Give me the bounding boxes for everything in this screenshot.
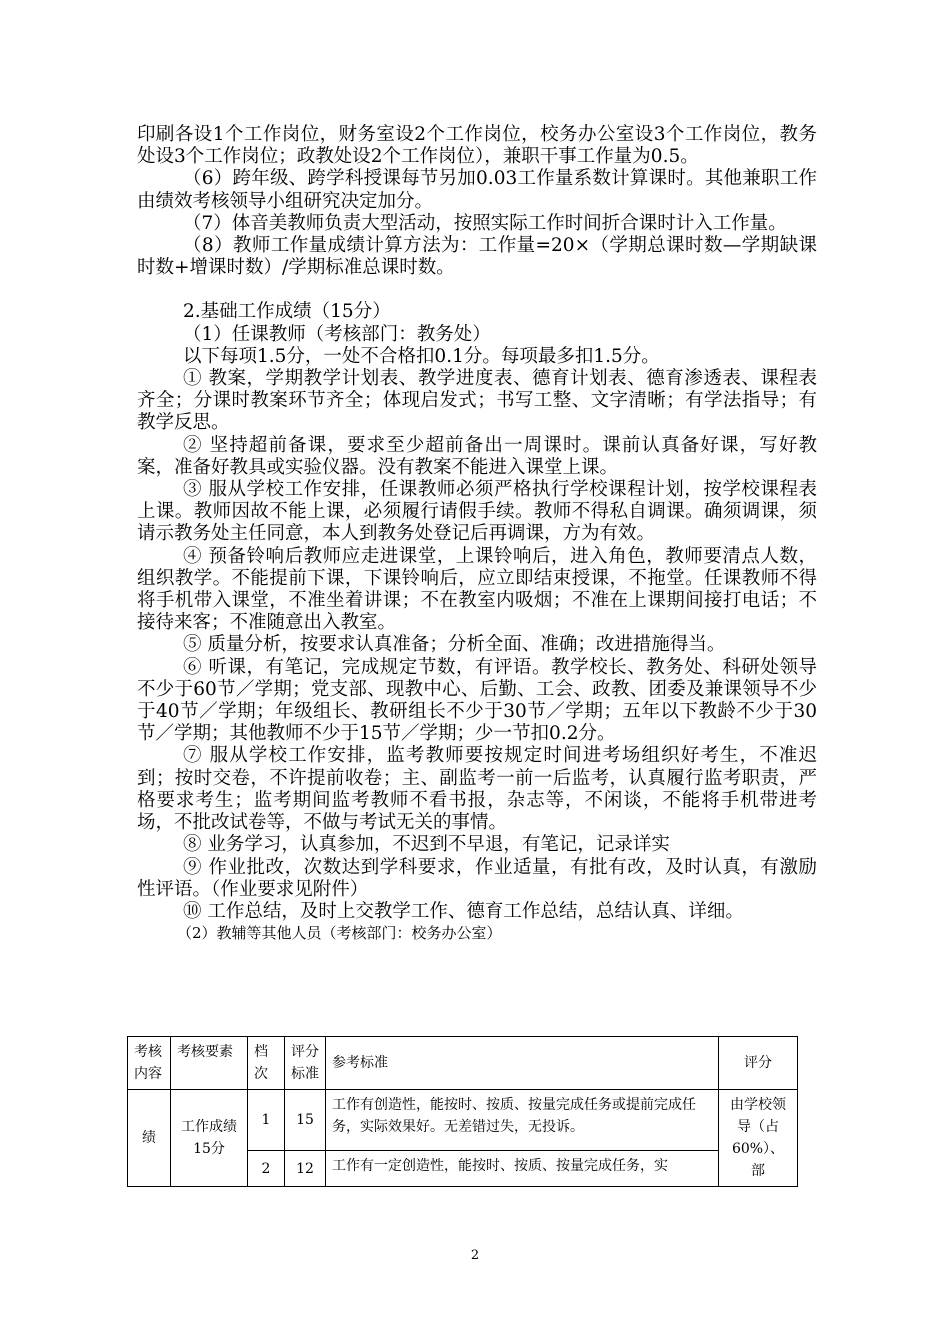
table-header-cell: 档次 <box>248 1037 285 1090</box>
list-item: ⑧ 业务学习，认真参加，不迟到不早退，有笔记，记录详实 <box>183 834 670 856</box>
table-cell: 工作有创造性，能按时、按质、按量完成任务或提前完成任务，实际效果好。无差错过失，无投诉。 <box>326 1090 719 1151</box>
list-item: ⑩ 工作总结，及时上交教学工作、德育工作总结，总结认真、详细。 <box>183 900 744 922</box>
paragraph: 印刷各设1个工作岗位，财务室设2个工作岗位，校务办公室设3个工作岗位，教务处设3个工作岗位；政教处设2个工作岗位），兼职干事工作量为0.5。 <box>137 124 817 168</box>
subsection-title: （1）任课教师（考核部门：教务处） <box>183 323 491 345</box>
table-header-row <box>128 1037 798 1090</box>
list-item: ⑥ 听课，有笔记，完成规定节数，有评语。教学校长、教务处、科研处领导不少于60节／学期；党支部、现教中心、后勤、工会、政教、团委及兼课领导不少于40节／学期；年级组长、教研组长不少于30节／学期；五年以下教龄不少于30节／学期；其他教师不少于15节／学期；少一节扣0.2分。 <box>137 656 817 745</box>
table-cell: 12 <box>285 1151 326 1187</box>
list-item: ⑦ 服从学校工作安排，监考教师要按规定时间进考场组织好考生，不准迟到；按时交卷，不许提前收卷；主、副监考一前一后监考，认真履行监考职责，严格要求考生；监考期间监考教师不看书报，杂志等，不闲谈，不能将手机带进考场，不批改试卷等，不做与考试无关的事情。 <box>137 745 817 834</box>
table-header-cell: 参考标准 <box>326 1037 719 1090</box>
table-header-cell: 考核内容 <box>128 1037 171 1090</box>
list-item: ⑨ 作业批改，次数达到学科要求，作业适量，有批有改，及时认真，有激励性评语。（作业要求见附件） <box>137 856 817 900</box>
table-header-cell: 评分 <box>719 1037 798 1090</box>
section-intro: 以下每项1.5分，一处不合格扣0.1分。每项最多扣1.5分。 <box>183 345 660 367</box>
table-cell: 由学校领导（占60%）、部 <box>719 1090 798 1187</box>
table-cell: 工作有一定创造性，能按时、按质、按量完成任务，实 <box>326 1151 719 1187</box>
table-cell: 绩 <box>128 1090 171 1187</box>
list-item: ⑤ 质量分析，按要求认真准备；分析全面、准确；改进措施得当。 <box>183 634 726 656</box>
table-cell: 2 <box>248 1151 285 1187</box>
list-item: ④ 预备铃响后教师应走进课堂，上课铃响后，进入角色，教师要清点人数，组织教学。不能提前下课，下课铃响后，应立即结束授课，不拖堂。任课教师不得将手机带入课堂，不准坐着讲课；不在教室内吸烟；不准在上课期间接打电话；不接待来客；不准随意出入教室。 <box>137 545 817 634</box>
paragraph: （7）体音美教师负责大型活动，按照实际工作时间折合课时计入工作量。 <box>183 212 787 234</box>
table-row <box>128 1090 798 1151</box>
list-item: ② 坚持超前备课，要求至少超前备出一周课时。课前认真备好课，写好教案，准备好教具或实验仪器。没有教案不能进入课堂上课。 <box>137 434 817 478</box>
paragraph: （6）跨年级、跨学科授课每节另加0.03工作量系数计算课时。其他兼职工作由绩效考核领导小组研究决定加分。 <box>137 168 817 212</box>
subsection-title: （2）教辅等其他人员（考核部门：校务办公室） <box>177 924 502 943</box>
table-cell: 工作成绩15分 <box>171 1090 248 1187</box>
section-title: 2.基础工作成绩（15分） <box>183 301 391 323</box>
table-header-cell: 考核要素 <box>171 1037 248 1090</box>
table-header-cell: 评分标准 <box>285 1037 326 1090</box>
table-cell: 1 <box>248 1090 285 1151</box>
assessment-table <box>127 1036 798 1187</box>
document-body <box>137 124 817 947</box>
table-cell: 15 <box>285 1090 326 1151</box>
list-item: ① 教案，学期教学计划表、教学进度表、德育计划表、德育渗透表、课程表齐全；分课时教案环节齐全；体现启发式；书写工整、文字清晰；有学法指导；有教学反思。 <box>137 368 817 434</box>
list-item: ③ 服从学校工作安排，任课教师必须严格执行学校课程计划，按学校课程表上课。教师因故不能上课，必须履行请假手续。教师不得私自调课。确须调课，须请示教务处主任同意，本人到教务处登记后再调课，方为有效。 <box>137 479 817 545</box>
paragraph: （8）教师工作量成绩计算方法为：工作量=20×（学期总课时数—学期缺课时数+增课时数）/学期标准总课时数。 <box>137 235 817 279</box>
page-number: 2 <box>470 1248 480 1263</box>
